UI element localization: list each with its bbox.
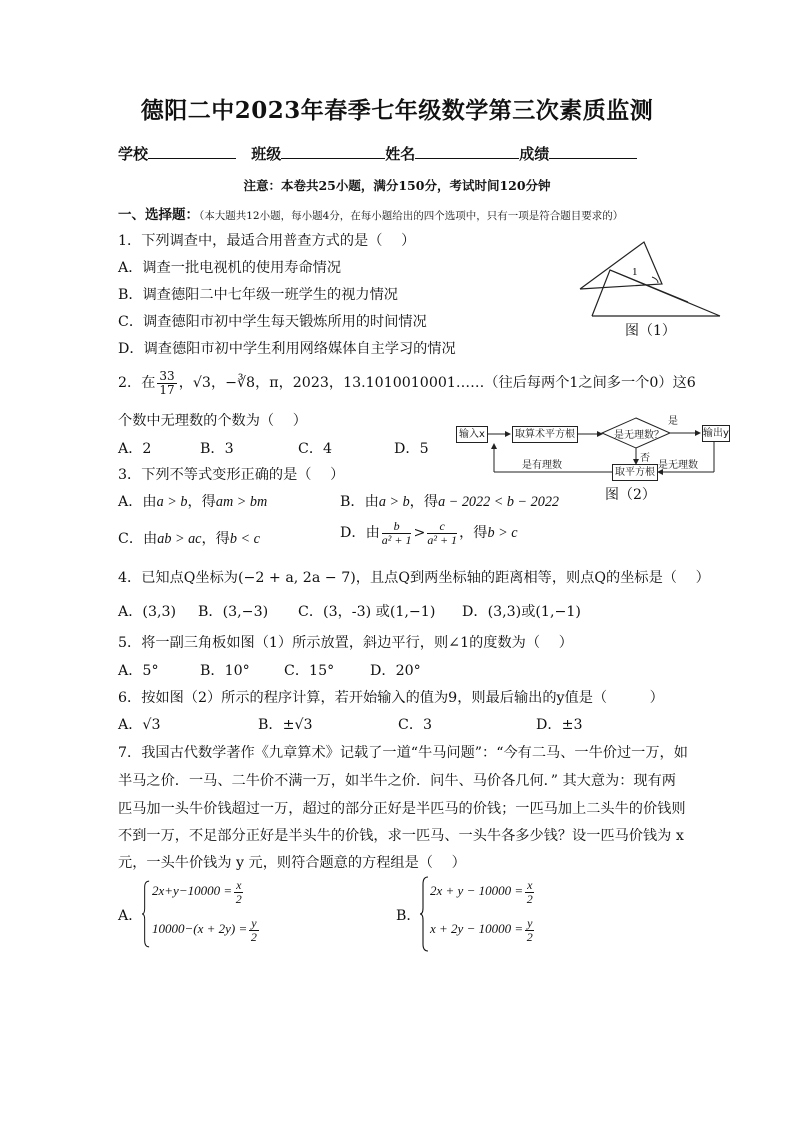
q3-d-res: b > c bbox=[487, 525, 518, 542]
q6-option-c: C．3 bbox=[398, 717, 433, 733]
q7-b-eq2-num: y bbox=[527, 916, 533, 930]
q6-option-a: A．√3 bbox=[118, 717, 161, 733]
q7-option-a-system bbox=[142, 876, 292, 952]
q7-line-3: 匹马加一头牛价钱超过一万，超过的部分正好是半匹马的价钱；一匹马加上二头牛的价钱则 bbox=[118, 801, 686, 817]
school-blank[interactable] bbox=[148, 144, 236, 159]
flow-irrational-label: 是无理数 bbox=[658, 460, 698, 471]
q3-option-b bbox=[340, 491, 559, 511]
q2-option-c: C．4 bbox=[298, 441, 333, 457]
q7-option-a-label: A． bbox=[118, 908, 143, 924]
figure-2-flowchart bbox=[456, 410, 736, 500]
q2-items: ，√3，−∛8，π，2023，13.1010010001……（往后每两个1之间多一个0）这6 bbox=[178, 375, 696, 392]
q3-option-c bbox=[118, 528, 260, 548]
q3-b-pre: B．由 bbox=[340, 494, 379, 510]
q3-d-frac2-num: c bbox=[427, 520, 457, 534]
q7-line-5: 元，一头牛价钱为 y 元，则符合题意的方程组是（ ） bbox=[118, 855, 466, 871]
angle-1-label: 1 bbox=[632, 266, 638, 278]
q7-a-eq2 bbox=[152, 917, 261, 943]
q3-d-frac2 bbox=[427, 520, 457, 546]
school-label: 学校 bbox=[118, 145, 149, 163]
q3-a-cond: a > b bbox=[156, 494, 188, 510]
q6-stem: 6．按如图（2）所示的程序计算，若开始输入的值为9，则最后输出的y值是（ ） bbox=[118, 690, 664, 706]
q7-a-eq2-den: 2 bbox=[250, 929, 257, 944]
flow-decision-label: 是无理数？ bbox=[614, 430, 664, 441]
class-blank[interactable] bbox=[281, 144, 385, 159]
q7-a-eq1-frac bbox=[234, 879, 243, 905]
brace-icon bbox=[142, 876, 150, 952]
flow-sqrt-box: 取算术平方根 bbox=[512, 426, 578, 443]
q1-option-a: A．调查一批电视机的使用寿命情况 bbox=[118, 260, 342, 276]
q7-line-4: 不到一万，不足部分正好是半头牛的价钱，求一匹马、一头牛各多少钱？设一匹马价钱为 x bbox=[118, 828, 684, 844]
section-note: （本大题共12小题，每小题4分，在每小题给出的四个选项中，只有一项是符合题目要求的） bbox=[199, 210, 624, 222]
student-info-line bbox=[118, 143, 637, 164]
q7-a-eq1-num: x bbox=[236, 878, 242, 892]
section-label: 一、选择题： bbox=[118, 207, 199, 223]
exam-notice: 注意：本卷共25小题，满分150分，考试时间120分钟 bbox=[243, 178, 551, 193]
exam-title: 德阳二中2023年春季七年级数学第三次素质监测 bbox=[140, 97, 654, 124]
q2-fraction-num: 33 bbox=[159, 369, 175, 383]
q5-stem: 5．将一副三角板如图（1）所示放置，斜边平行，则∠1的度数为（ ） bbox=[118, 635, 573, 651]
flow-rational-label: 是有理数 bbox=[522, 460, 562, 471]
q1-option-d: D．调查德阳市初中学生利用网络媒体自主学习的情况 bbox=[118, 341, 456, 357]
q4-option-d: D．(3,3)或(1,−1) bbox=[462, 604, 581, 620]
q2-option-d: D．5 bbox=[394, 441, 429, 457]
q2-stem bbox=[118, 370, 696, 396]
flow-output-box: 输出y bbox=[702, 425, 730, 442]
q3-a-res: am > bm bbox=[215, 494, 268, 510]
q4-stem: 4．已知点Q坐标为(−2 + a, 2a − 7)，且点Q到两坐标轴的距离相等，则点Q的坐标是（ ） bbox=[118, 570, 710, 586]
q3-d-mid: ，得 bbox=[459, 525, 488, 542]
q1-option-c: C．调查德阳市初中学生每天锻炼所用的时间情况 bbox=[118, 314, 427, 330]
q1-option-b: B．调查德阳二中七年级一班学生的视力情况 bbox=[118, 287, 398, 303]
q4-option-c: C．(3，-3) 或(1,−1) bbox=[298, 604, 436, 620]
q5-option-b: B．10° bbox=[200, 663, 250, 679]
q3-b-res: a − 2022 < b − 2022 bbox=[438, 494, 560, 510]
q3-c-res: b < c bbox=[229, 531, 260, 547]
q3-option-d bbox=[340, 520, 518, 546]
q7-option-b-label: B． bbox=[396, 908, 421, 924]
q3-stem: 3．下列不等式变形正确的是（ ） bbox=[118, 467, 345, 483]
flow-input-box: 输入x bbox=[456, 426, 488, 443]
q7-b-eq1-den: 2 bbox=[526, 891, 533, 906]
q3-b-cond: a > b bbox=[378, 494, 410, 510]
q7-a-eq1-lhs: 2x+y−10000 = bbox=[152, 883, 233, 899]
name-label: 姓名 bbox=[385, 145, 416, 163]
q7-b-eq1 bbox=[430, 879, 536, 905]
q3-c-cond: ab > ac bbox=[157, 531, 202, 547]
q6-option-b: B．±√3 bbox=[258, 717, 313, 733]
q3-a-pre: A．由 bbox=[118, 494, 157, 510]
class-label: 班级 bbox=[251, 145, 282, 163]
q4-option-a: A．(3,3) bbox=[118, 604, 177, 620]
q3-d-frac1-den: a² + 1 bbox=[381, 532, 412, 547]
q7-b-eq1-frac bbox=[525, 879, 534, 905]
q3-b-mid: ，得 bbox=[409, 494, 439, 510]
section-heading bbox=[118, 203, 623, 223]
q7-line-1: 7．我国古代数学著作《九章算术》记载了一道“牛马问题”：“今有二马、一牛价过一万，如 bbox=[118, 745, 688, 761]
q7-a-eq2-frac bbox=[249, 917, 258, 943]
flow-no-label: 否 bbox=[640, 453, 650, 464]
q7-a-eq2-lhs: 10000−(x + 2y) = bbox=[152, 921, 248, 937]
score-blank[interactable] bbox=[549, 144, 637, 159]
q3-option-a bbox=[118, 491, 267, 511]
q2-fraction-den: 17 bbox=[159, 382, 175, 397]
q7-a-eq2-num: y bbox=[251, 916, 257, 930]
figure-1-triangles bbox=[574, 238, 724, 328]
q3-d-gt: > bbox=[413, 525, 426, 542]
score-label: 成绩 bbox=[519, 145, 550, 163]
q7-option-b-system bbox=[420, 876, 570, 952]
q7-line-2: 半马之价．一马、二牛价不满一万，如半牛之价．问牛、马价各几何．” 其大意为：现有两 bbox=[118, 773, 676, 789]
flow-square-root-box: 取平方根 bbox=[612, 464, 658, 481]
q3-d-frac1-num: b bbox=[382, 520, 412, 534]
q6-option-d: D．±3 bbox=[536, 717, 583, 733]
q3-a-mid: ，得 bbox=[187, 494, 216, 510]
q7-b-eq1-num: x bbox=[527, 878, 533, 892]
q2-line2: 个数中无理数的个数为（ ） bbox=[118, 413, 307, 429]
brace-icon bbox=[420, 876, 429, 952]
name-blank[interactable] bbox=[415, 144, 519, 159]
figure-1-caption: 图（1） bbox=[625, 323, 676, 339]
q3-c-mid: ，得 bbox=[201, 531, 230, 547]
q3-d-frac2-den: a² + 1 bbox=[427, 532, 458, 547]
q5-option-c: C．15° bbox=[284, 663, 335, 679]
q7-b-eq2 bbox=[430, 917, 536, 943]
q3-c-pre: C．由 bbox=[118, 531, 158, 547]
q7-a-eq1 bbox=[152, 879, 245, 905]
figure-2-caption: 图（2） bbox=[605, 487, 656, 503]
q7-b-eq2-lhs: x + 2y − 10000 = bbox=[430, 921, 524, 937]
q3-d-pre: D．由 bbox=[340, 525, 380, 542]
q1-stem: 1．下列调查中，最适合用普查方式的是（ ） bbox=[118, 233, 416, 249]
flowchart-arrows bbox=[456, 410, 736, 500]
q2-fraction bbox=[157, 370, 176, 396]
q7-b-eq2-frac bbox=[525, 917, 534, 943]
q2-prefix: 2．在 bbox=[118, 375, 156, 392]
q2-option-a: A．2 bbox=[118, 441, 152, 457]
q5-option-d: D．20° bbox=[370, 663, 421, 679]
q7-a-eq1-den: 2 bbox=[235, 891, 242, 906]
flow-yes-label: 是 bbox=[668, 416, 678, 427]
q4-option-b: B．(3,−3) bbox=[198, 604, 269, 620]
q7-b-eq2-den: 2 bbox=[526, 929, 533, 944]
q7-b-eq1-lhs: 2x + y − 10000 = bbox=[430, 883, 524, 899]
q3-d-frac1 bbox=[382, 520, 412, 546]
q5-option-a: A．5° bbox=[118, 663, 159, 679]
q2-option-b: B．3 bbox=[200, 441, 234, 457]
